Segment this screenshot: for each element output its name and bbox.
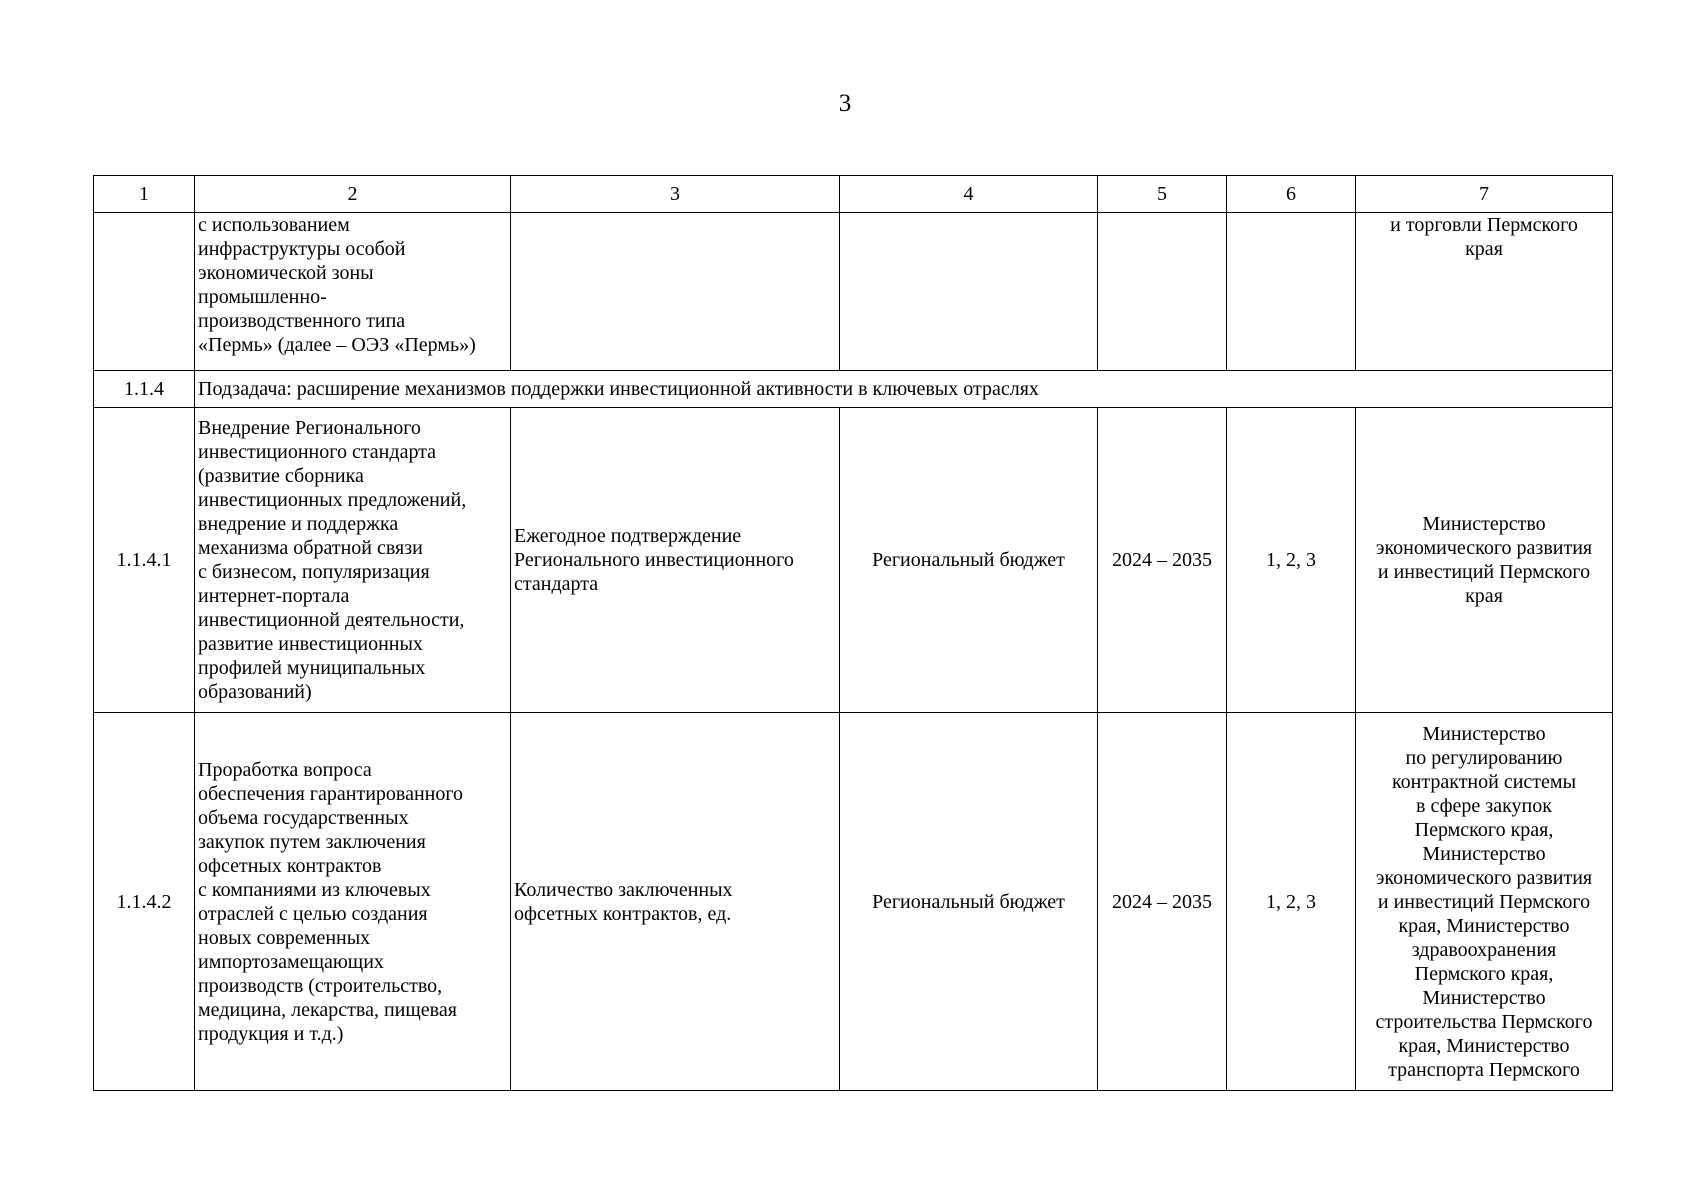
cell-number: 1.1.4.2 xyxy=(94,713,195,1091)
table-row xyxy=(94,713,1613,1091)
subtask-row xyxy=(94,371,1613,408)
header-col-2: 2 xyxy=(195,176,511,213)
cell-source: Региональный бюджет xyxy=(840,713,1098,1091)
table-header-row xyxy=(94,176,1613,213)
cell-event: Проработка вопроса обеспечения гарантированного объема государственных закупок путем заключения офсетных контрактов с компаниями из ключевых отраслей с целью создания новых современных импортозамещающих производств (строительство, медицина, лекарства, пищевая продукция и т.д.) xyxy=(195,713,511,1091)
cell-responsible: Министерство по регулированию контрактной системы в сфере закупок Пермского края, Министерство экономического развития и инвестиций Пермского края, Министерство здравоохранения Пермского края, Министерство строительства Пермского края, Министерство транспорта Пермского xyxy=(1356,713,1613,1091)
header-col-4: 4 xyxy=(840,176,1098,213)
cell-event: с использованием инфраструктуры особой экономической зоны промышленно- производственного типа «Пермь» (далее – ОЭЗ «Пермь») xyxy=(195,213,511,371)
header-col-7: 7 xyxy=(1356,176,1613,213)
cell-period: 2024 – 2035 xyxy=(1098,408,1227,713)
continuation-row xyxy=(94,213,1613,371)
cell-responsible: Министерство экономического развития и инвестиций Пермского края xyxy=(1356,408,1613,713)
cell-period xyxy=(1098,213,1227,371)
cell-indicator: Количество заключенных офсетных контрактов, ед. xyxy=(511,713,840,1091)
subtask-number: 1.1.4 xyxy=(94,371,195,408)
page-number: 3 xyxy=(838,90,852,117)
cell-indicator xyxy=(511,213,840,371)
table-row xyxy=(94,408,1613,713)
header-col-6: 6 xyxy=(1227,176,1356,213)
cell-source: Региональный бюджет xyxy=(840,408,1098,713)
cell-tasks: 1, 2, 3 xyxy=(1227,408,1356,713)
subtask-text: Подзадача: расширение механизмов поддержки инвестиционной активности в ключевых отраслях xyxy=(195,371,1613,408)
cell-period: 2024 – 2035 xyxy=(1098,713,1227,1091)
program-table xyxy=(93,175,1613,1091)
cell-event: Внедрение Регионального инвестиционного стандарта (развитие сборника инвестиционных предложений, внедрение и поддержка механизма обратной связи с бизнесом, популяризация интернет-портала инвестиционной деятельности, развитие инвестиционных профилей муниципальных образований) xyxy=(195,408,511,713)
header-col-1: 1 xyxy=(94,176,195,213)
header-col-5: 5 xyxy=(1098,176,1227,213)
cell-number: 1.1.4.1 xyxy=(94,408,195,713)
header-col-3: 3 xyxy=(511,176,840,213)
cell-indicator: Ежегодное подтверждение Регионального инвестиционного стандарта xyxy=(511,408,840,713)
cell-tasks xyxy=(1227,213,1356,371)
cell-source xyxy=(840,213,1098,371)
cell-number xyxy=(94,213,195,371)
cell-tasks: 1, 2, 3 xyxy=(1227,713,1356,1091)
cell-responsible: и торговли Пермского края xyxy=(1356,213,1613,371)
